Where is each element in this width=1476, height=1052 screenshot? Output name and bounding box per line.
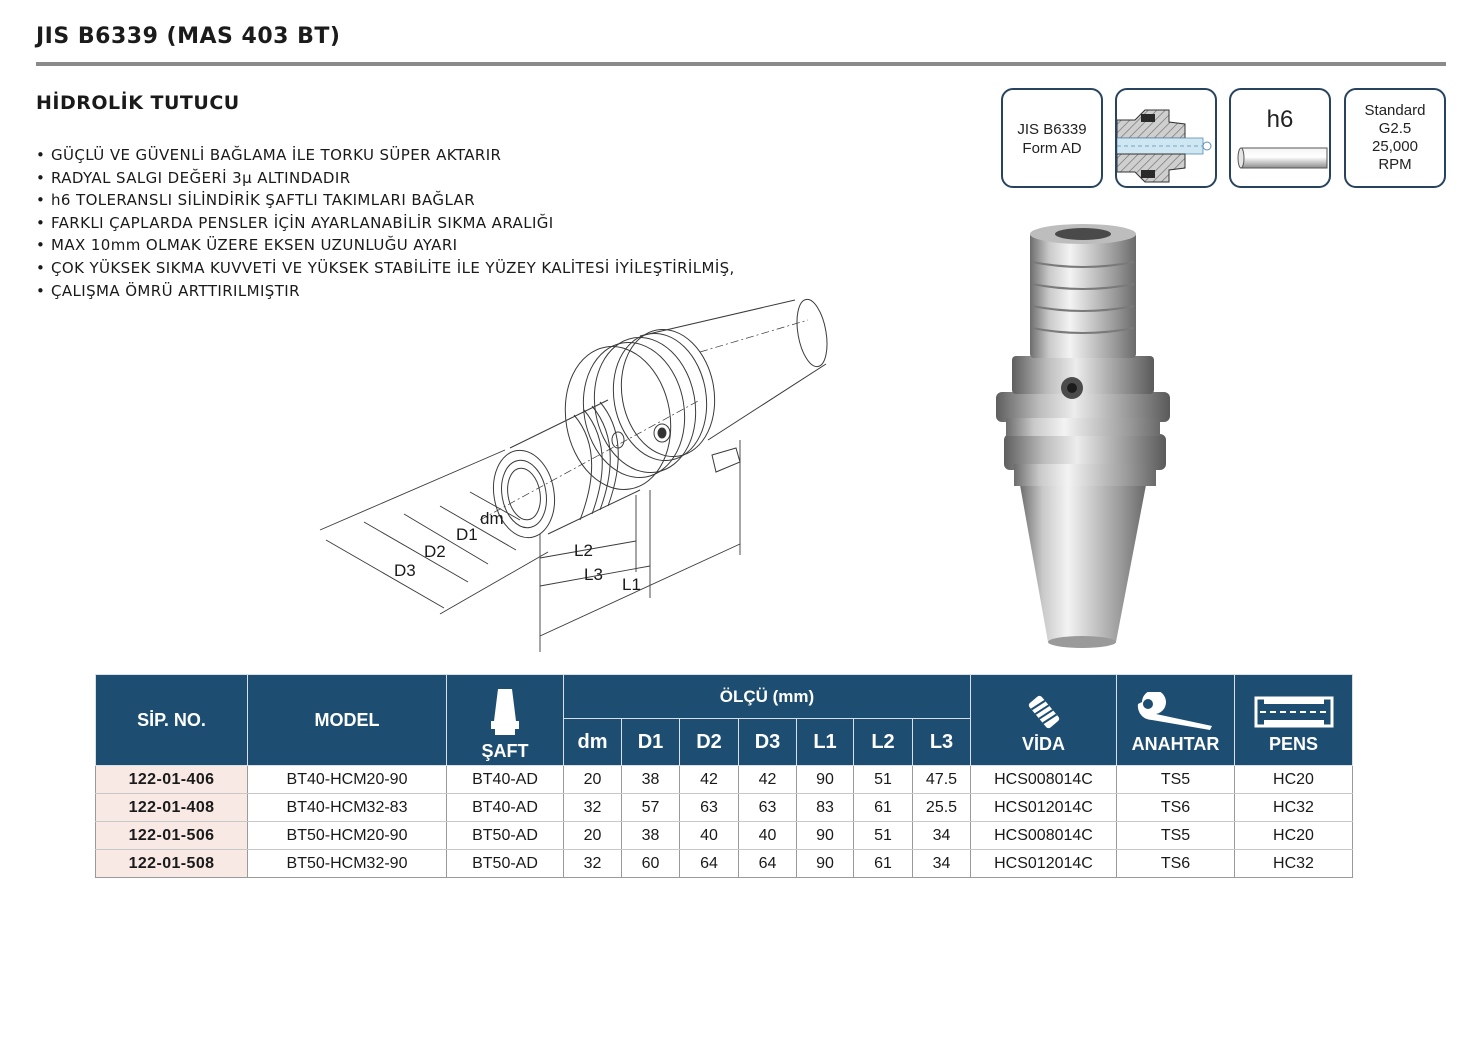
cell-d2: 40 bbox=[680, 822, 739, 850]
balance-unit: RPM bbox=[1378, 156, 1412, 173]
cell-anahtar: TS5 bbox=[1117, 766, 1235, 794]
dim-label-l3: L3 bbox=[584, 565, 603, 584]
collet-icon bbox=[1252, 692, 1336, 732]
cell-l3: 47.5 bbox=[913, 766, 971, 794]
table-row bbox=[96, 794, 1353, 822]
cell-d3: 63 bbox=[739, 794, 797, 822]
col-header-l2: L2 bbox=[854, 719, 913, 766]
cell-anahtar: TS5 bbox=[1117, 822, 1235, 850]
col-header-pens-label: PENS bbox=[1268, 734, 1319, 754]
cell-d3: 42 bbox=[739, 766, 797, 794]
cell-d1: 60 bbox=[622, 850, 680, 878]
cell-dm: 20 bbox=[564, 822, 622, 850]
page-title: JIS B6339 (MAS 403 BT) bbox=[36, 24, 341, 49]
table-row bbox=[96, 766, 1353, 794]
table-row bbox=[96, 822, 1353, 850]
col-header-shaft bbox=[447, 675, 564, 766]
shaft-icon bbox=[487, 687, 523, 739]
tolerance-badge bbox=[1229, 88, 1331, 188]
cell-shaft: BT50-AD bbox=[447, 850, 564, 878]
clamping-body bbox=[480, 400, 700, 543]
cell-model: BT50-HCM32-90 bbox=[248, 850, 447, 878]
cell-pens: HC20 bbox=[1235, 766, 1353, 794]
standard-badge-line1: JIS B6339 bbox=[1017, 121, 1087, 138]
col-header-d1: D1 bbox=[622, 719, 680, 766]
feature-item: • FARKLI ÇAPLARDA PENSLER İÇİN AYARLANABİLİR SIKMA ARALIĞI bbox=[36, 212, 735, 235]
table-row bbox=[96, 850, 1353, 878]
feature-item-continuation: • ÇALIŞMA ÖMRÜ ARTTIRILMIŞTIR bbox=[36, 280, 735, 303]
feature-item: • GÜÇLÜ VE GÜVENLİ BAĞLAMA İLE TORKU SÜPER AKTARIR bbox=[36, 144, 735, 167]
cell-d1: 38 bbox=[622, 766, 680, 794]
cell-l3: 34 bbox=[913, 822, 971, 850]
hydraulic-section-badge bbox=[1115, 88, 1217, 188]
taper-shank bbox=[640, 297, 832, 440]
cell-d3: 40 bbox=[739, 822, 797, 850]
col-header-sip-no: SİP. NO. bbox=[96, 675, 248, 766]
col-header-olcu: ÖLÇÜ (mm) bbox=[564, 675, 971, 719]
cell-vida: HCS008014C bbox=[971, 766, 1117, 794]
feature-list bbox=[36, 144, 735, 302]
col-header-l3: L3 bbox=[913, 719, 971, 766]
cell-shaft: BT40-AD bbox=[447, 794, 564, 822]
cell-d2: 64 bbox=[680, 850, 739, 878]
cell-pens: HC20 bbox=[1235, 822, 1353, 850]
cell-l1: 90 bbox=[797, 850, 854, 878]
dim-label-l2: L2 bbox=[574, 541, 593, 560]
cell-dm: 20 bbox=[564, 766, 622, 794]
cell-anahtar: TS6 bbox=[1117, 850, 1235, 878]
col-header-d3: D3 bbox=[739, 719, 797, 766]
section-title: HİDROLİK TUTUCU bbox=[36, 92, 240, 114]
col-header-anahtar bbox=[1117, 675, 1235, 766]
cell-l3: 25.5 bbox=[913, 794, 971, 822]
screw-icon bbox=[1026, 692, 1062, 732]
cell-model: BT40-HCM20-90 bbox=[248, 766, 447, 794]
feature-item: • MAX 10mm OLMAK ÜZERE EKSEN UZUNLUĞU AYARI bbox=[36, 234, 735, 257]
standard-badge-line2: Form AD bbox=[1022, 140, 1082, 157]
cell-l2: 51 bbox=[854, 766, 913, 794]
cell-l1: 83 bbox=[797, 794, 854, 822]
balance-line1: Standard bbox=[1364, 102, 1426, 119]
dim-label-dm: dm bbox=[480, 509, 504, 528]
col-header-vida-label: VİDA bbox=[1021, 734, 1065, 754]
cell-l2: 61 bbox=[854, 850, 913, 878]
col-header-shaft-label: ŞAFT bbox=[481, 741, 529, 761]
wrench-icon bbox=[1134, 692, 1218, 732]
cell-sip: 122-01-406 bbox=[96, 766, 248, 794]
dim-label-d2: D2 bbox=[424, 542, 446, 561]
cell-sip: 122-01-508 bbox=[96, 850, 248, 878]
balance-speed: 25,000 bbox=[1372, 138, 1418, 155]
dim-label-d1: D1 bbox=[456, 525, 478, 544]
cell-anahtar: TS6 bbox=[1117, 794, 1235, 822]
col-header-d2: D2 bbox=[680, 719, 739, 766]
cell-pens: HC32 bbox=[1235, 794, 1353, 822]
col-header-vida bbox=[971, 675, 1117, 766]
cell-vida: HCS008014C bbox=[971, 822, 1117, 850]
balance-badge bbox=[1344, 88, 1446, 188]
cell-dm: 32 bbox=[564, 794, 622, 822]
cell-l2: 61 bbox=[854, 794, 913, 822]
col-header-l1: L1 bbox=[797, 719, 854, 766]
col-header-dm: dm bbox=[564, 719, 622, 766]
cylindrical-shank-icon bbox=[1231, 144, 1329, 174]
cell-shaft: BT50-AD bbox=[447, 822, 564, 850]
cell-sip: 122-01-506 bbox=[96, 822, 248, 850]
cell-pens: HC32 bbox=[1235, 850, 1353, 878]
dim-label-l1: L1 bbox=[622, 575, 641, 594]
feature-item: • h6 TOLERANSLI SİLİNDİRİK ŞAFTLI TAKIMLARI BAĞLAR bbox=[36, 189, 735, 212]
title-divider bbox=[36, 62, 1446, 66]
spec-table bbox=[95, 674, 1353, 878]
cell-vida: HCS012014C bbox=[971, 794, 1117, 822]
dim-label-d3: D3 bbox=[394, 561, 416, 580]
feature-item: • RADYAL SALGI DEĞERİ 3µ ALTINDADIR bbox=[36, 167, 735, 190]
product-photo bbox=[990, 218, 1180, 654]
cell-vida: HCS012014C bbox=[971, 850, 1117, 878]
col-header-anahtar-label: ANAHTAR bbox=[1131, 734, 1220, 754]
dimension-labels bbox=[394, 509, 641, 594]
cell-sip: 122-01-408 bbox=[96, 794, 248, 822]
col-header-model: MODEL bbox=[248, 675, 447, 766]
cell-l3: 34 bbox=[913, 850, 971, 878]
technical-drawing bbox=[300, 296, 860, 660]
cell-d3: 64 bbox=[739, 850, 797, 878]
cell-d1: 57 bbox=[622, 794, 680, 822]
standard-badge bbox=[1001, 88, 1103, 188]
cell-shaft: BT40-AD bbox=[447, 766, 564, 794]
col-header-pens bbox=[1235, 675, 1353, 766]
feature-item: • ÇOK YÜKSEK SIKMA KUVVETİ VE YÜKSEK STABİLİTE İLE YÜZEY KALİTESİ İYİLEŞTİRİLMİŞ, bbox=[36, 257, 735, 280]
cell-l1: 90 bbox=[797, 766, 854, 794]
balance-grade: G2.5 bbox=[1378, 120, 1412, 137]
cell-dm: 32 bbox=[564, 850, 622, 878]
hydraulic-section-icon bbox=[1117, 90, 1215, 186]
cell-l2: 51 bbox=[854, 822, 913, 850]
tolerance-label: h6 bbox=[1266, 106, 1294, 133]
cell-model: BT40-HCM32-83 bbox=[248, 794, 447, 822]
cell-d2: 63 bbox=[680, 794, 739, 822]
cell-d2: 42 bbox=[680, 766, 739, 794]
cell-d1: 38 bbox=[622, 822, 680, 850]
cell-l1: 90 bbox=[797, 822, 854, 850]
cell-model: BT50-HCM20-90 bbox=[248, 822, 447, 850]
